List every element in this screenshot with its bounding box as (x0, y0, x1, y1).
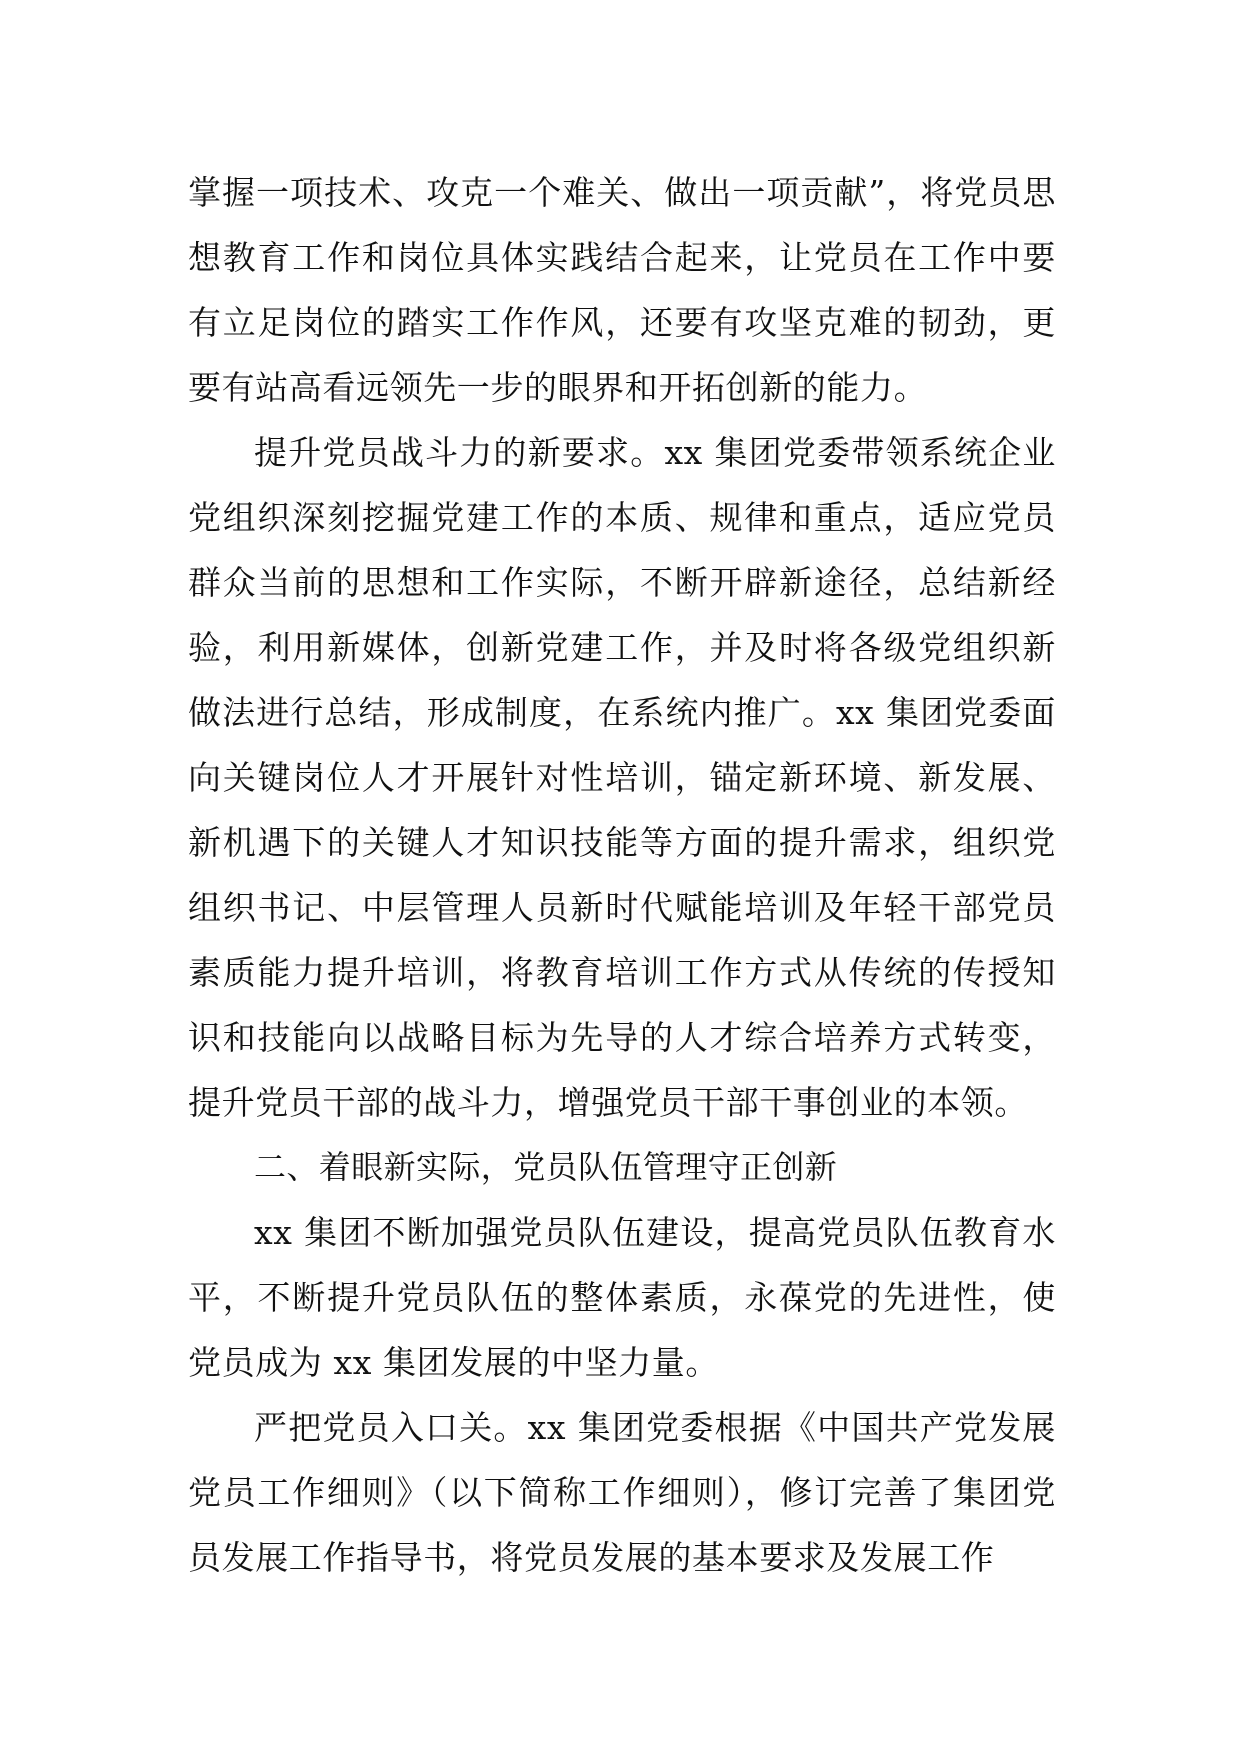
paragraph-member-entry-control: 严把党员入口关。xx 集团党委根据《中国共产党发展党员工作细则》（以下简称工作细则），修订完善了集团党员发展工作指导书，将党员发展的基本要求及发展工作 (188, 1408, 1056, 1577)
paragraph-party-team-building: xx 集团不断加强党员队伍建设，提高党员队伍教育水平，不断提升党员队伍的整体素质，永葆党的先进性，使党员成为 xx 集团发展的中坚力量。 (188, 1213, 1056, 1382)
document-body (188, 160, 1056, 1590)
paragraph-party-member-combat-capability: 提升党员战斗力的新要求。xx 集团党委带领系统企业党组织深刻挖掘党建工作的本质、规律和重点，适应党员群众当前的思想和工作实际，不断开辟新途径，总结新经验，利用新媒体，创新党建工作，并及时将各级党组织新做法进行总结，形成制度，在系统内推广。xx 集团党委面向关键岗位人才开展针对性培训，锚定新环境、新发展、新机遇下的关键人才知识技能等方面的提升需求，组织党组织书记、中层管理人员新时代赋能培训及年轻干部党员素质能力提升培训，将教育培训工作方式从传统的传授知识和技能向以战略目标为先导的人才综合培养方式转变，提升党员干部的战斗力，增强党员干部干事创业的本领。 (188, 433, 1056, 1122)
section-heading-two: 二、着眼新实际，党员队伍管理守正创新 (254, 1148, 838, 1186)
paragraph-continuation: 掌握一项技术、攻克一个难关、做出一项贡献”，将党员思想教育工作和岗位具体实践结合起来，让党员在工作中要有立足岗位的踏实工作作风，还要有攻坚克难的韧劲，更要有站高看远领先一步的眼界和开拓创新的能力。 (188, 173, 1056, 407)
